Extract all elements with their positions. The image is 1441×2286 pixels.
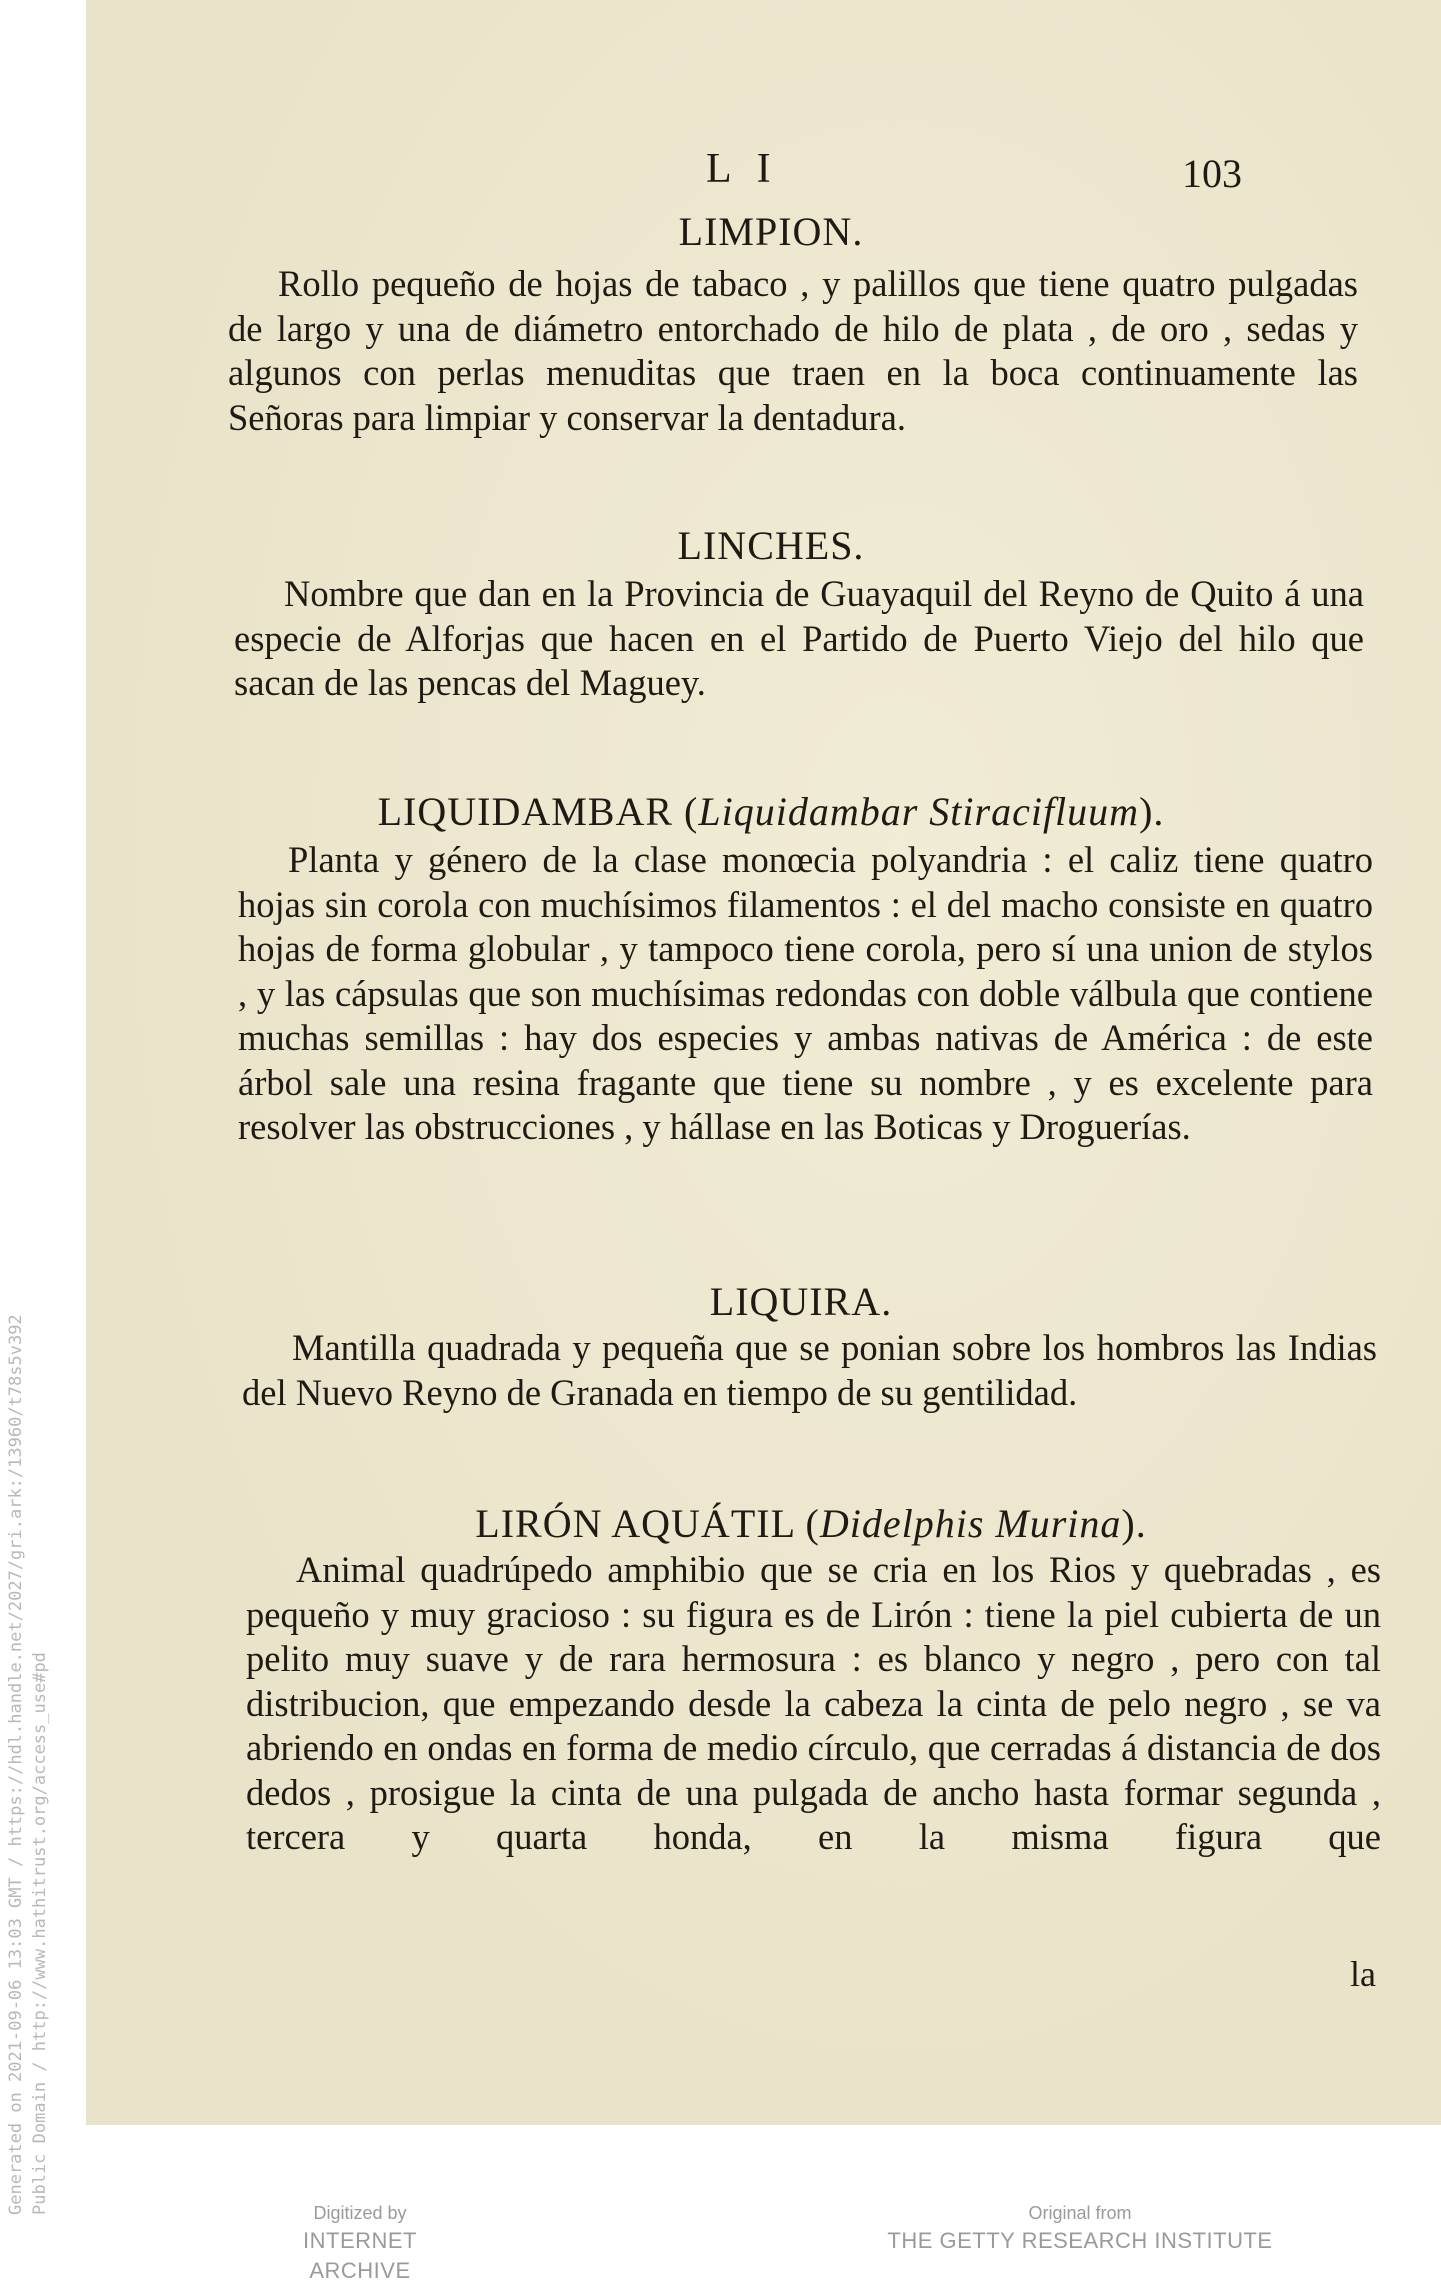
entry-title-liquira: LIQUIRA.: [709, 1279, 893, 1324]
title-end: ).: [1121, 1501, 1147, 1546]
catchword: la: [1350, 1954, 1376, 1994]
digitized-by-label: Digitized by: [313, 2203, 407, 2223]
entry-title-liron: [326, 1502, 1296, 1546]
title-text: LIQUIDAMBAR (: [377, 789, 699, 834]
entry-text-liron: Animal quadrúpedo amphibio que se cria en los Rios y quebradas , es pequeño y muy gracioso : su figura es de Lirón : tiene la piel cubierta de un pelito muy suave y de rara hermosura : es blanco y negro , pero con tal distribucion, que empezando desde la cabeza la cinta de pelo negro , se va abriendo en ondas en forma de medio círculo, que cerradas á distancia de dos dedos , prosigue la cinta de una pulgada de ancho hasta formar segunda , tercera y quarta honda, en la misma figura que: [246, 1549, 1381, 1857]
provenance-stamp: [4, 1314, 52, 2215]
latin-name: Liquidambar Stiracifluum: [698, 789, 1140, 834]
entry-text-linches: Nombre que dan en la Provincia de Guayaquil del Reyno de Quito á una especie de Alforjas que hacen en el Partido de Puerto Viejo del hilo que sacan de las pencas del Maguey.: [234, 573, 1364, 703]
internet-archive-label: INTERNET ARCHIVE: [303, 2228, 417, 2283]
original-from-label: Original from: [1028, 2203, 1132, 2223]
title-text: LIRÓN AQUÁTIL (: [475, 1501, 820, 1546]
entry-text-limpion: Rollo pequeño de hojas de tabaco , y palillos que tiene quatro pulgadas de largo y una de diámetro entorchado de hilo de plata , de oro , sedas y algunos con perlas menuditas que traen en la boca continuamente las Señoras para limpiar y conservar la dentadura.: [228, 263, 1358, 438]
scanned-page: [86, 0, 1441, 2125]
entry-text-liquidambar: Planta y género de la clase monœcia polyandria : el caliz tiene quatro hojas sin corola con muchísimos filamentos : el del macho consiste en quatro hojas de forma globular , y tampoco tiene corola, pero sí una union de stylos , y las cápsulas que son muchísimas redondas con doble válbula que contiene muchas semillas : hay dos especies y ambas nativas de América : de este árbol sale una resina fragante que tiene su nombre , y es excelente para resolver las obstrucciones , y hállase en las Boticas y Droguerías.: [238, 839, 1373, 1147]
latin-name: Didelphis Murina: [819, 1501, 1122, 1546]
entry-title-limpion: LIMPION.: [678, 209, 864, 254]
footer-digitized: [250, 2200, 470, 2286]
signature-mark: L I: [706, 146, 779, 192]
title-end: ).: [1139, 789, 1165, 834]
stamp-line-2: Public Domain / http://www.hathitrust.org/access_use#pd: [30, 1652, 50, 2215]
entry-title-linches: LINCHES.: [677, 523, 865, 568]
entry-text-liquira: Mantilla quadrada y pequeña que se ponian sobre los hombros las Indias del Nuevo Reyno de Granada en tiempo de su gentilidad.: [242, 1327, 1377, 1413]
stamp-line-1: Generated on 2021-09-06 13:03 GMT / https://hdl.handle.net/2027/gri.ark:/13960/t78s5v392: [6, 1314, 26, 2215]
footer-original: [880, 2200, 1280, 2256]
entry-title-liquidambar: [286, 790, 1256, 834]
getty-label: THE GETTY RESEARCH INSTITUTE: [887, 2228, 1273, 2253]
page-number: 103: [1182, 151, 1242, 196]
